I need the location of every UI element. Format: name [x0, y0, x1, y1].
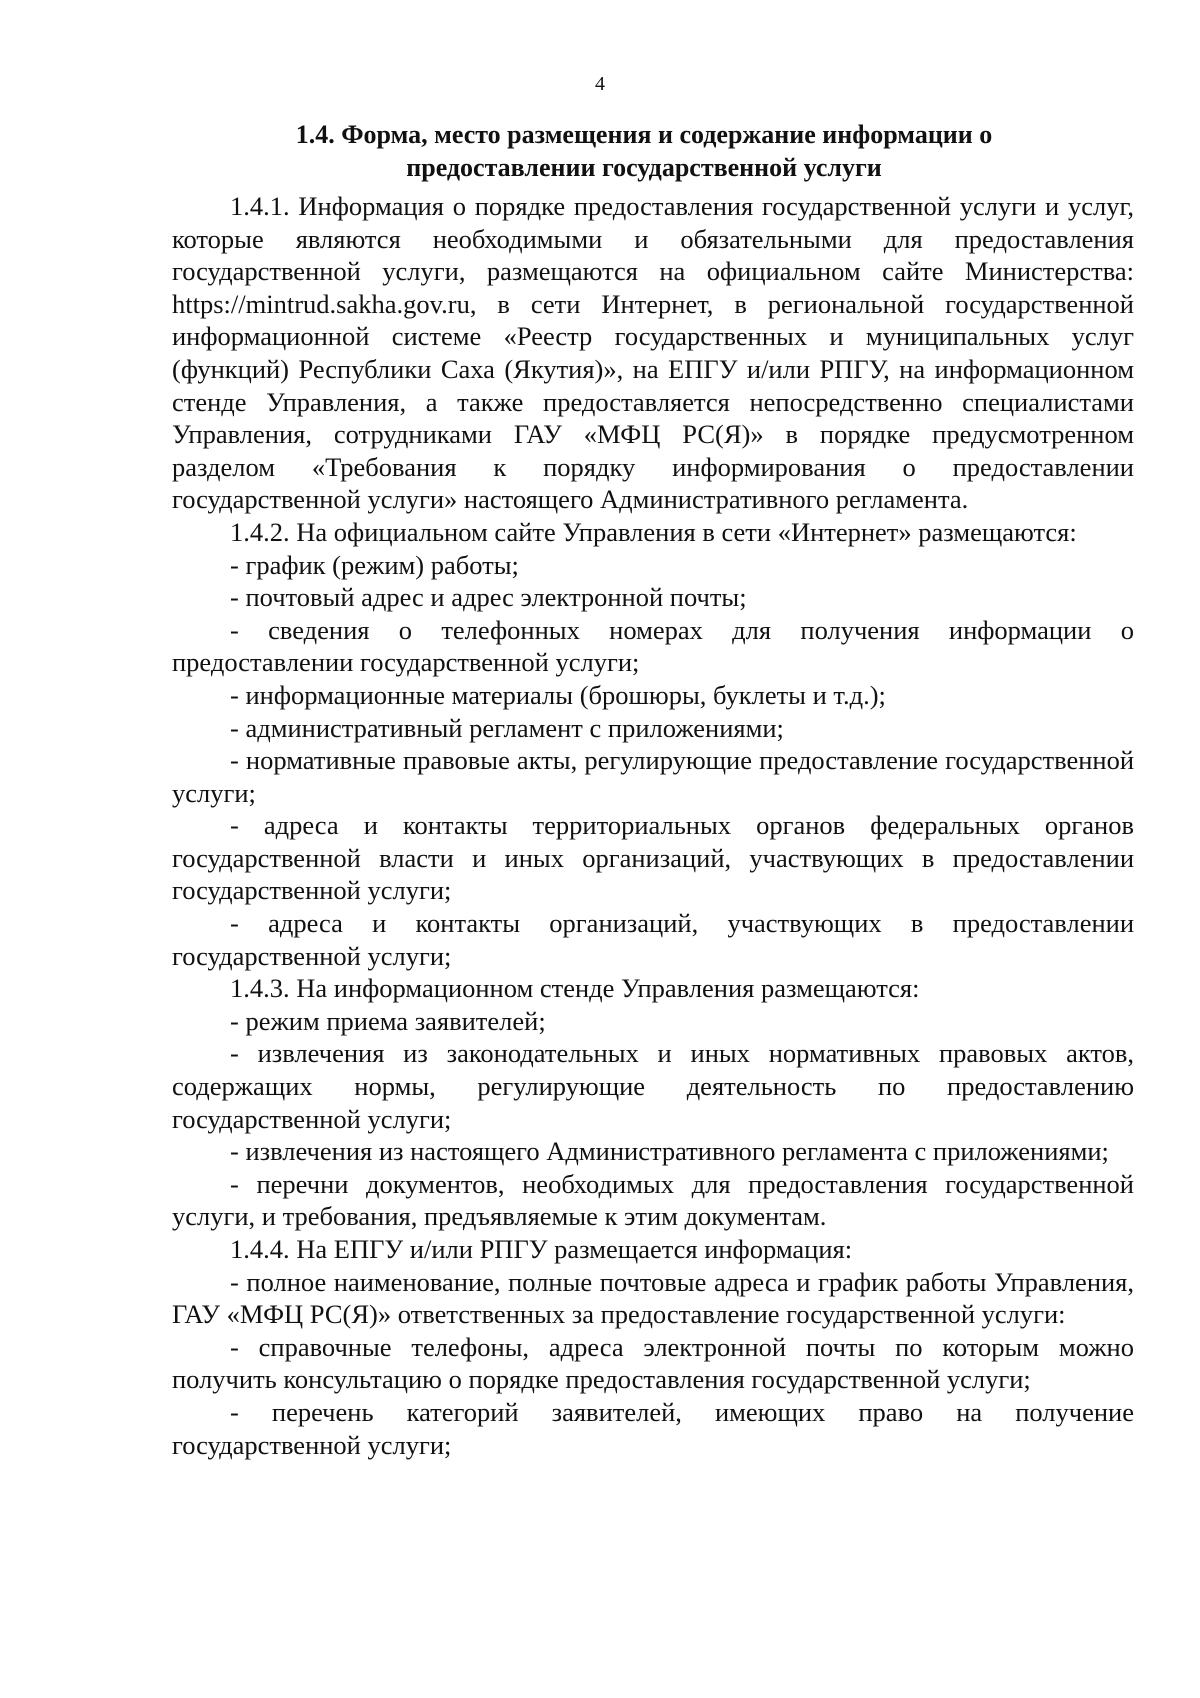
- list-item: - полное наименование, полные почтовые адреса и график работы Управления, ГАУ «МФЦ РС(Я)» ответственных за предоставление государственной услуги:: [172, 1266, 1134, 1330]
- list-item: - перечень категорий заявителей, имеющих право на получение государственной услуги;: [172, 1396, 1134, 1460]
- list-item: - извлечения из настоящего Административного регламента с приложениями;: [230, 1136, 1109, 1167]
- paragraph-1-4-3: 1.4.3. На информационном стенде Управления размещаются:: [230, 973, 920, 1004]
- list-item: - административный регламент с приложениями;: [230, 712, 784, 743]
- page-number: 4: [595, 73, 605, 95]
- list-item: - извлечения из законодательных и иных нормативных правовых актов, содержащих нормы, регулирующие деятельность по предоставлению государственной услуги;: [172, 1038, 1134, 1134]
- list-item: - информационные материалы (брошюры, буклеты и т.д.);: [230, 679, 886, 710]
- section-heading: [172, 119, 1116, 184]
- paragraph-1-4-1: 1.4.1. Информация о порядке предоставления государственной услуги и услуг, которые являются необходимыми и обязательными для предоставления государственной услуги, размещаются на официальном сайте Министерства: https://mintrud.sakha.gov.ru, в сети Интернет, в региональной государственной информационной системе «Реестр государственных и муниципальных услуг (функций) Республики Саха (Якутия)», на ЕПГУ и/или РПГУ, на информационном стенде Управления, а также предоставляется непосредственно специалистами Управления, сотрудниками ГАУ «МФЦ РС(Я)» в порядке предусмотренном разделом «Требования к порядку информирования о предоставлении государственной услуги» настоящего Административного регламента.: [172, 191, 1134, 515]
- list-item: - перечни документов, необходимых для предоставления государственной услуги, и требования, предъявляемые к этим документам.: [172, 1168, 1134, 1232]
- list-item: - нормативные правовые акты, регулирующие предоставление государственной услуги;: [172, 745, 1134, 808]
- section-heading-line-1: 1.4. Форма, место размещения и содержание информации о: [295, 120, 993, 149]
- section-heading-line-2: предоставлении государственной услуги: [406, 152, 882, 182]
- list-item: - адреса и контакты территориальных органов федеральных органов государственной власти и иных организаций, участвующих в предоставлении государственной услуги;: [172, 810, 1134, 906]
- list-item: - справочные телефоны, адреса электронной почты по которым можно получить консультацию о порядке предоставления государственной услуги;: [172, 1331, 1134, 1395]
- list-item: - режим приема заявителей;: [230, 1005, 546, 1036]
- list-item: - сведения о телефонных номерах для получения информации о предоставлении государственной услуги;: [172, 614, 1134, 678]
- list-item: - график (режим) работы;: [230, 549, 519, 580]
- paragraph-1-4-4: 1.4.4. На ЕПГУ и/или РПГУ размещается информация:: [230, 1234, 853, 1264]
- list-item: - адреса и контакты организаций, участвующих в предоставлении государственной услуги;: [172, 908, 1134, 971]
- document-body: [172, 190, 1134, 1461]
- list-item: - почтовый адрес и адрес электронной почты;: [230, 582, 747, 613]
- paragraph-1-4-2: 1.4.2. На официальном сайте Управления в сети «Интернет» размещаются:: [230, 516, 1077, 547]
